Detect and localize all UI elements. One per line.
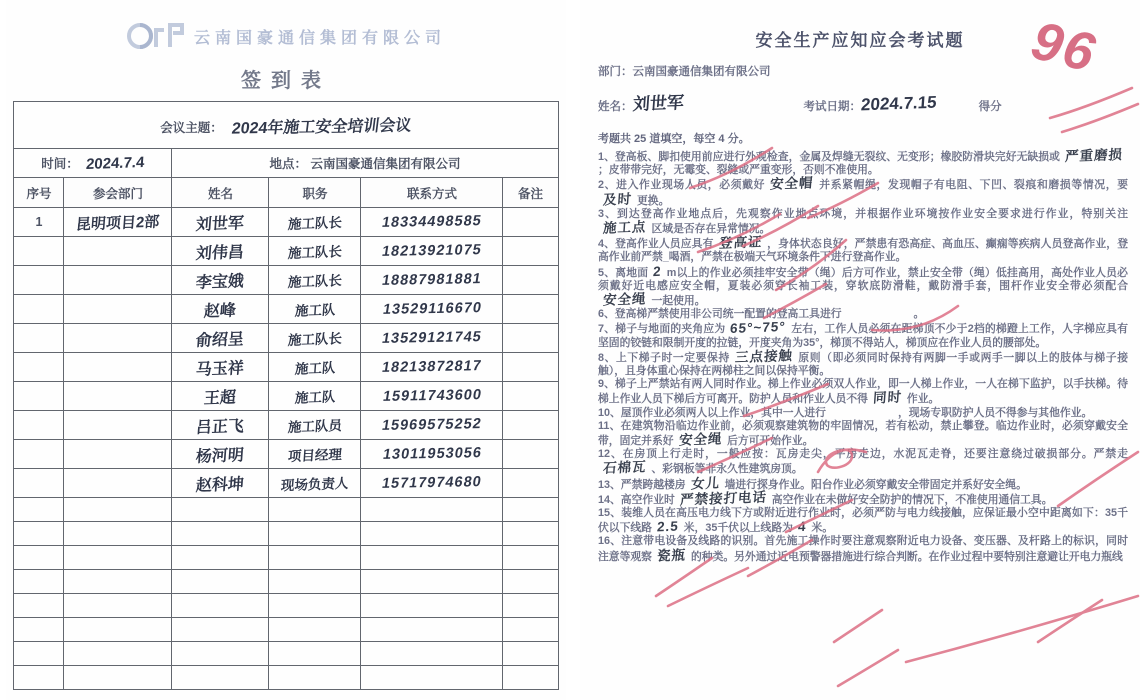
dept-label: 部门： <box>598 66 633 78</box>
empty-cell <box>64 570 172 594</box>
exam-title: 安全生产应知应会考试题 <box>755 31 965 50</box>
cell-note <box>503 266 558 295</box>
question-text: 墙进行探身作业。阳台作业必须穿戴安全带固定并系好安全绳。 <box>724 478 1027 491</box>
question-text: 并系紧帽绳，发现帽子有电阻、下凹、裂痕和磨损等情况，要 <box>818 179 1128 192</box>
question-text: 更换。 <box>637 194 670 207</box>
exam-question <box>598 236 1128 264</box>
cell-department-text: 昆明项目2部 <box>75 213 161 233</box>
cell-serial <box>14 266 64 295</box>
empty-cell <box>14 666 64 690</box>
exam-question <box>598 347 1128 378</box>
exam-question <box>598 146 1128 177</box>
handwritten-answer: 女儿 <box>690 475 721 492</box>
empty-cell <box>503 522 558 546</box>
empty-cell <box>503 498 558 522</box>
exam-question <box>598 208 1128 236</box>
empty-cell <box>64 546 172 570</box>
cell-name-text: 李宝娥 <box>195 272 245 292</box>
table-header-row <box>14 178 558 208</box>
cell-phone-text: 13011953056 <box>381 445 483 463</box>
cell-name-text: 杨河明 <box>195 446 245 466</box>
empty-cell <box>269 522 361 546</box>
question-text: 原则（即必须同时保持有两脚一手或两手一脚以上的肢体与梯子接触），且身体重心保持在两梯柱之间以保持平衡。 <box>598 351 1128 378</box>
cell-department <box>64 353 172 382</box>
cell-note <box>503 353 558 382</box>
question-text: ，身体状态良好，严禁患有恐高症、高血压、癫痫等疾病人员登高作业，登高作业前严禁_喝酒，严禁在极端天气环境条件下进行登高作业。 <box>598 238 1128 264</box>
cell-phone <box>361 266 503 295</box>
time-value-handwritten: 2024.7.4 <box>85 153 146 174</box>
empty-cell <box>172 498 269 522</box>
exam-question <box>598 265 1128 309</box>
location-label: 地点： <box>269 157 307 171</box>
cell-name-text: 刘伟昌 <box>195 243 245 263</box>
question-text: 12、在房顶上行走时，一般应按：瓦房走尖，平房走边，水泥瓦走脊，还要注意绕过破损部分。严禁走 <box>598 448 1128 461</box>
cell-name-text: 吕正飞 <box>195 417 245 437</box>
empty-cell <box>503 642 558 666</box>
table-row <box>14 469 558 498</box>
cell-job-title <box>269 382 361 411</box>
cell-department <box>64 469 172 498</box>
cell-job-title-text: 施工队员 <box>287 418 343 435</box>
empty-cell <box>361 498 503 522</box>
cell-phone <box>361 324 503 353</box>
exam-date-label: 考试日期： <box>803 101 861 113</box>
empty-cell <box>503 546 558 570</box>
exam-question <box>598 407 1128 420</box>
handwritten-answer: 三点接触 <box>734 347 794 365</box>
cell-phone <box>361 237 503 266</box>
column-header: 姓名 <box>172 178 269 208</box>
cell-serial <box>14 440 64 469</box>
table-row <box>14 208 558 237</box>
empty-cell <box>172 546 269 570</box>
empty-table-row <box>14 570 558 594</box>
question-text: ；皮带带完好，无霉变、裂缝或严重变形，否则不准使用。 <box>598 164 879 177</box>
cell-phone <box>361 440 503 469</box>
topic-row <box>14 102 558 149</box>
handwritten-answer: 65°~75° <box>729 319 787 337</box>
table-row <box>14 382 558 411</box>
company-name: 云南国豪通信集团有限公司 <box>193 29 446 47</box>
empty-cell <box>361 546 503 570</box>
signin-sheet-page <box>6 0 566 700</box>
handwritten-answer: 严禁接打电话 <box>679 489 768 508</box>
topic-value-handwritten: 2024年施工安全培训会议 <box>230 116 413 138</box>
column-header: 参会部门 <box>64 178 172 208</box>
empty-cell <box>269 594 361 618</box>
cell-job-title-text: 施工队长 <box>287 273 343 290</box>
empty-cell <box>64 642 172 666</box>
dept-value: 云南国豪通信集团有限公司 <box>632 66 771 78</box>
cell-name <box>172 208 269 237</box>
cell-phone-text: 18334498585 <box>380 213 484 231</box>
empty-cell <box>172 522 269 546</box>
cell-phone-text: 15911743600 <box>381 387 483 405</box>
cell-job-title <box>269 266 361 295</box>
cell-department <box>64 295 172 324</box>
empty-cell <box>64 618 172 642</box>
score-label: 得分 <box>978 101 1002 113</box>
cell-note <box>503 469 558 498</box>
cell-serial <box>14 324 64 353</box>
question-text: 、彩钢板等非永久性建筑房顶。 <box>651 463 803 476</box>
exam-question <box>598 308 1128 321</box>
question-text: 的种类。另外通过近电预警器措施进行综合判断。在作业过程中要特别注意避让开电力瓶线 <box>690 550 1123 563</box>
cell-name <box>172 353 269 382</box>
cell-note <box>503 411 558 440</box>
time-label: 时间： <box>41 157 79 171</box>
empty-cell <box>64 594 172 618</box>
cell-name <box>172 382 269 411</box>
question-text: 6、登高梯严禁使用非公司统一配置的登高工具进行 <box>598 308 842 321</box>
topic-label: 会议主题： <box>160 120 223 135</box>
empty-table-row <box>14 642 558 666</box>
empty-cell <box>269 546 361 570</box>
question-text: m以上的作业必须挂牢安全带（绳）后方可作业，禁止安全带（绳）低挂高用，高处作业人员必须戴好近电感应安全帽，夏装必须穿长袖工装，穿软底防滑鞋，戴防滑手套，围杆作业安全带必须配合 <box>598 266 1128 292</box>
cell-job-title <box>269 469 361 498</box>
empty-cell <box>14 594 64 618</box>
question-text: 8、上下梯子时一定要保持 <box>598 351 730 364</box>
empty-cell <box>269 570 361 594</box>
handwritten-answer: 及时 <box>602 191 633 208</box>
cell-note <box>503 237 558 266</box>
empty-cell <box>361 618 503 642</box>
cell-phone <box>361 411 503 440</box>
table-row <box>14 440 558 469</box>
cell-serial <box>14 237 64 266</box>
exam-question <box>598 489 1128 508</box>
cell-name-text: 王超 <box>203 388 237 408</box>
question-text: ，现场专职防护人员不得参与其他作业。 <box>897 406 1093 419</box>
handwritten-answer: 石棉瓦 <box>602 459 648 477</box>
empty-cell <box>172 594 269 618</box>
cell-phone-text: 15969575252 <box>380 416 484 434</box>
exam-question <box>598 177 1128 207</box>
cell-job-title <box>269 440 361 469</box>
sheet-title: 签到表 <box>241 70 331 92</box>
cell-name-text: 赵科坤 <box>195 475 245 495</box>
cell-name-text: 俞绍呈 <box>195 330 245 350</box>
cell-note <box>503 208 558 237</box>
cell-job-title-text: 施工队长 <box>287 331 343 348</box>
name-label: 姓名： <box>598 101 633 113</box>
question-text: 10、屋顶作业必须两人以上作业，其中一人进行 <box>598 406 826 419</box>
handwritten-answer: 同时 <box>872 389 903 406</box>
cell-job-title-text: 项目经理 <box>287 447 343 464</box>
exam-question <box>598 378 1128 406</box>
empty-cell <box>503 666 558 690</box>
name-date-score-row <box>598 89 1126 114</box>
cell-name <box>172 469 269 498</box>
empty-cell <box>64 498 172 522</box>
cell-phone-text: 13529116670 <box>381 300 483 318</box>
cell-name <box>172 440 269 469</box>
empty-cell <box>361 522 503 546</box>
cell-job-title-text: 施工队 <box>294 302 336 319</box>
empty-cell <box>269 666 361 690</box>
empty-cell <box>14 546 64 570</box>
question-text: 左右，工作人员必须在距梯顶不少于2档的梯蹬上工作，人字梯应具有坚固的铰链和限制开度的拉链，开度夹角为35°，梯顶不得站人，梯顶应在作业人员的腰部处。 <box>598 323 1128 349</box>
table-row <box>14 324 558 353</box>
question-text: 一起使用。 <box>651 295 706 308</box>
empty-cell <box>64 666 172 690</box>
table-row <box>14 237 558 266</box>
cell-phone <box>361 469 503 498</box>
empty-cell <box>172 618 269 642</box>
empty-table-row <box>14 546 558 570</box>
empty-cell <box>269 642 361 666</box>
empty-cell <box>503 594 558 618</box>
question-text: 后方可开始作业。 <box>727 435 814 448</box>
cell-phone <box>361 208 503 237</box>
signin-table <box>13 101 558 690</box>
cell-job-title <box>269 411 361 440</box>
cell-serial <box>14 469 64 498</box>
table-row <box>14 353 558 382</box>
empty-table-row <box>14 618 558 642</box>
empty-cell <box>14 618 64 642</box>
empty-cell <box>172 666 269 690</box>
questions <box>580 146 1140 564</box>
exam-question <box>598 535 1128 563</box>
cell-department <box>64 266 172 295</box>
empty-cell <box>172 570 269 594</box>
cell-name <box>172 295 269 324</box>
cell-department <box>64 382 172 411</box>
question-text: 15、装维人员在高压电力线下方或附近进行作业时，必须严防与电力线接触，应保证最小空中距离如下：35千伏以下线路 <box>598 507 1128 535</box>
cell-job-title <box>269 237 361 266</box>
cell-department <box>64 411 172 440</box>
cell-job-title-text: 施工队长 <box>287 244 343 261</box>
cell-job-title-text: 现场负责人 <box>280 475 350 494</box>
exam-question <box>598 507 1128 535</box>
question-text: 2、进入作业现场人员，必须戴好 <box>598 179 766 192</box>
exam-date-handwritten: 2024.7.15 <box>860 92 938 115</box>
cell-phone-text: 13529121745 <box>380 329 484 347</box>
cell-serial <box>14 382 64 411</box>
cell-department <box>64 208 172 237</box>
cell-serial <box>14 295 64 324</box>
handwritten-answer: 2 <box>652 263 663 279</box>
cell-phone <box>361 295 503 324</box>
column-header: 职务 <box>269 178 361 208</box>
question-text: 1、登高板、脚扣使用前应进行外观检查，金属及焊缝无裂纹、无变形；橡胶防滑块完好无缺损或 <box>598 151 1060 163</box>
empty-table-row <box>14 594 558 618</box>
empty-table-row <box>14 498 558 522</box>
question-text: 。 <box>913 308 925 321</box>
handwritten-answer: 4 <box>797 519 807 535</box>
location-value: 云南国豪通信集团有限公司 <box>310 157 461 171</box>
empty-table-row <box>14 666 558 690</box>
exam-paper-page <box>580 0 1140 700</box>
signin-table-body <box>14 102 558 690</box>
cell-department <box>64 324 172 353</box>
cell-phone-text: 18887981881 <box>380 271 484 289</box>
cell-name <box>172 237 269 266</box>
cell-phone-text: 15717974680 <box>380 474 484 492</box>
table-row <box>14 295 558 324</box>
cell-serial-text: 1 <box>35 215 43 229</box>
cell-phone-text: 18213872817 <box>380 358 484 376</box>
table-row <box>14 266 558 295</box>
cell-note <box>503 324 558 353</box>
cell-serial <box>14 208 64 237</box>
exam-question <box>598 420 1128 448</box>
company-header <box>6 16 566 56</box>
exam-intro: 考题共 25 道填空，每空 4 分。 <box>598 133 750 145</box>
column-header: 备注 <box>503 178 558 208</box>
question-text: 作业。 <box>906 393 940 406</box>
question-text: 米。 <box>811 522 834 535</box>
question-text: 区域是否存在异常情况。 <box>651 223 771 236</box>
cell-job-title-text: 施工队 <box>294 360 336 377</box>
cell-phone <box>361 353 503 382</box>
empty-cell <box>172 642 269 666</box>
handwritten-answer: 登高证 <box>718 234 763 252</box>
cell-serial <box>14 353 64 382</box>
question-text: 9、梯子上严禁站有两人同时作业。梯上作业必须双人作业，即一人梯上作业，一人在梯下监护，以手扶梯。待梯上作业人员下梯后方可离开。防护人员和作业人员不得 <box>598 378 1128 406</box>
empty-cell <box>361 570 503 594</box>
handwritten-answer: 安全帽 <box>769 175 815 193</box>
cell-serial <box>14 411 64 440</box>
question-text: 14、高空作业时 <box>598 493 675 506</box>
cell-job-title <box>269 208 361 237</box>
cell-department <box>64 237 172 266</box>
column-header: 序号 <box>14 178 64 208</box>
handwritten-answer: 安全绳 <box>678 431 723 448</box>
empty-cell <box>14 498 64 522</box>
time-location-row <box>14 149 558 178</box>
empty-cell <box>64 522 172 546</box>
company-logo-icon <box>126 16 188 56</box>
question-text: 高空作业在未做好安全防护的情况下，不准使用通信工具。 <box>771 493 1053 506</box>
cell-note <box>503 295 558 324</box>
question-text: 4、登高作业人员应具有 <box>598 238 714 251</box>
empty-cell <box>361 594 503 618</box>
name-value-handwritten: 刘世军 <box>631 93 685 114</box>
empty-cell <box>14 570 64 594</box>
empty-cell <box>269 618 361 642</box>
empty-cell <box>269 498 361 522</box>
cell-phone <box>361 382 503 411</box>
empty-cell <box>361 666 503 690</box>
question-text: 11、在建筑物沿临边作业前，必须观察建筑物的牢固情况，若有松动，禁止攀登。临边作业时，必须穿戴安全带，固定并系好 <box>598 419 1128 448</box>
table-row <box>14 411 558 440</box>
empty-cell <box>14 522 64 546</box>
handwritten-answer: 施工点 <box>602 219 648 236</box>
question-text: 5、离地面 <box>598 266 649 279</box>
question-text: 16、注意带电设备及线路的识别。首先施工操作时要注意观察附近电力设备、变压器、及杆路上的标识，同时注意等观察 <box>598 535 1128 563</box>
cell-department <box>64 440 172 469</box>
column-header: 联系方式 <box>361 178 503 208</box>
question-text: 3、到达登高作业地点后，先观察作业地点环境，并根据作业环境按作业安全要求进行作业，特别关注 <box>598 207 1128 220</box>
handwritten-answer: 严重磨损 <box>1064 146 1124 165</box>
cell-name-text: 赵峰 <box>203 301 237 321</box>
cell-job-title <box>269 295 361 324</box>
exam-question <box>598 448 1128 476</box>
exam-question <box>598 321 1128 349</box>
cell-name-text: 马玉祥 <box>195 359 245 379</box>
exam-question <box>598 477 1128 492</box>
cell-note <box>503 440 558 469</box>
cell-phone-text: 18213921075 <box>380 242 484 260</box>
question-text: 13、严禁跨越楼房 <box>598 478 686 491</box>
empty-cell <box>503 570 558 594</box>
question-text: 米，35千伏以上线路为 <box>683 522 793 535</box>
empty-cell <box>503 618 558 642</box>
empty-cell <box>361 642 503 666</box>
cell-note <box>503 382 558 411</box>
handwritten-answer: 2.5 <box>656 518 680 535</box>
handwritten-answer: 瓷瓶 <box>656 547 687 564</box>
cell-name-text: 刘世军 <box>195 214 245 234</box>
cell-job-title-text: 施工队长 <box>287 215 343 232</box>
cell-job-title <box>269 353 361 382</box>
empty-table-row <box>14 522 558 546</box>
handwritten-answer: 安全绳 <box>602 291 648 308</box>
empty-cell <box>14 642 64 666</box>
cell-name <box>172 266 269 295</box>
cell-name <box>172 324 269 353</box>
cell-name <box>172 411 269 440</box>
cell-job-title <box>269 324 361 353</box>
question-text: 7、梯子与地面的夹角应为 <box>598 323 726 336</box>
cell-job-title-text: 施工队 <box>294 389 336 406</box>
score-value-handwritten: 96 <box>1025 10 1103 84</box>
